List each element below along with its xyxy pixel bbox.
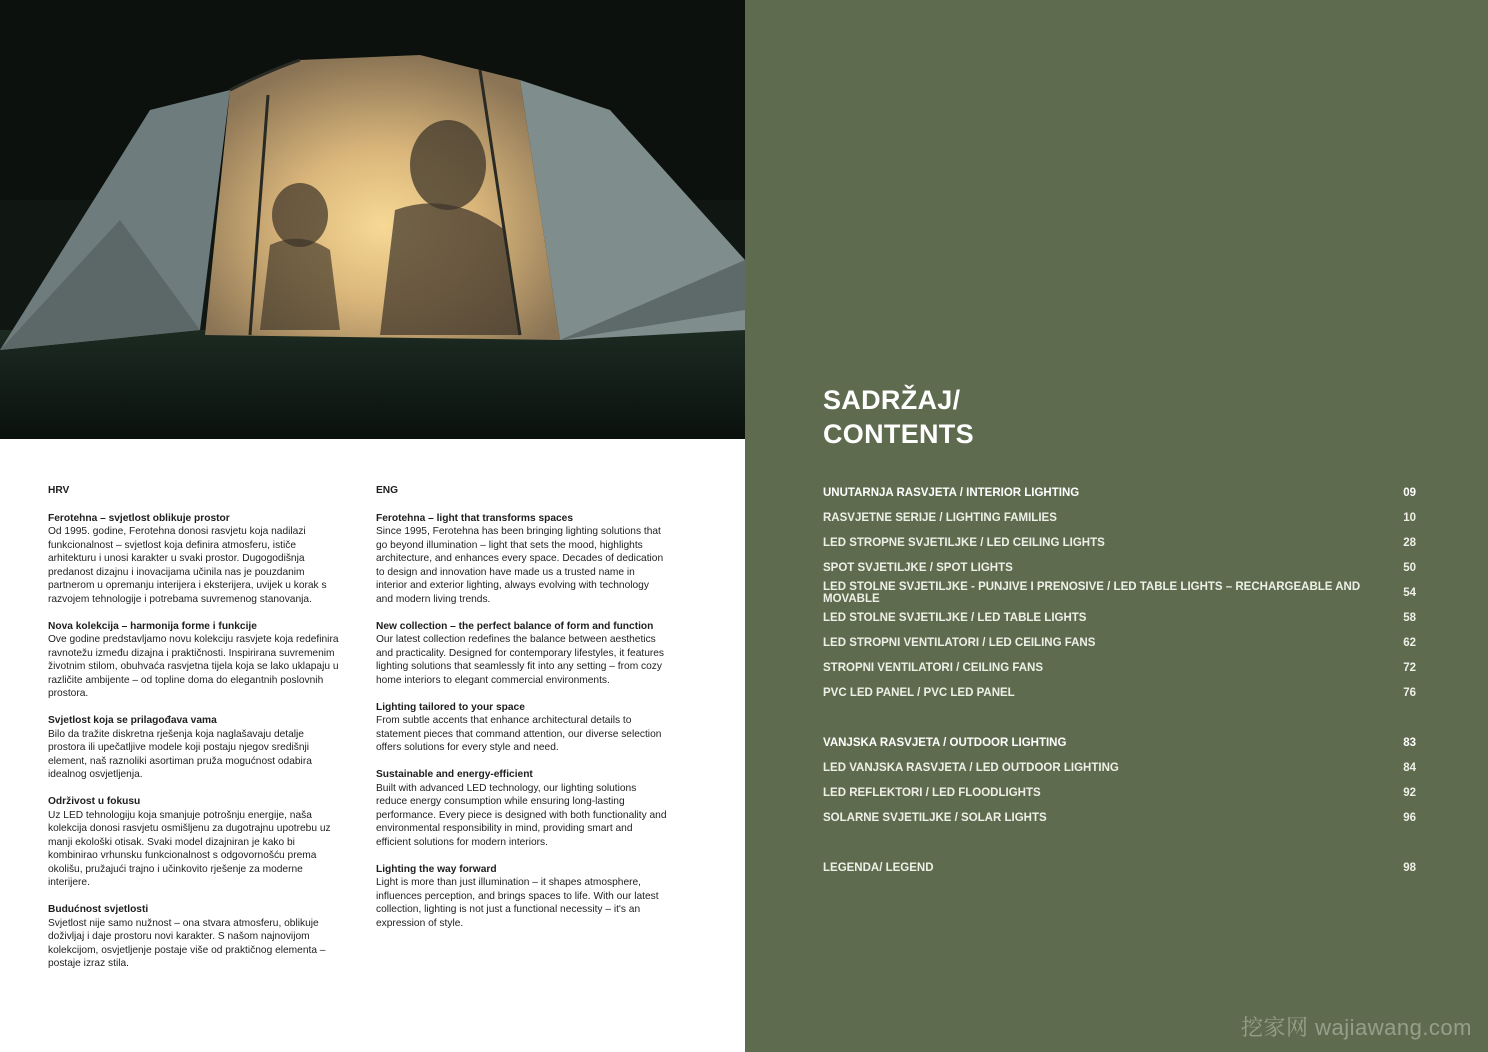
toc-label: LED STOLNE SVJETILJKE / LED TABLE LIGHTS bbox=[823, 611, 1087, 624]
hrv-section bbox=[48, 512, 340, 607]
croatian-column bbox=[48, 484, 340, 984]
eng-section bbox=[376, 512, 668, 607]
eng-section-body: Light is more than just illumination – it shapes atmosphere, influences perception, and brings spaces to life. With our latest collection, lighting is not just a functional necessity – it's an expression of style. bbox=[376, 877, 659, 929]
toc-page-number: 96 bbox=[1403, 811, 1416, 824]
toc-label: UNUTARNJA RASVJETA / INTERIOR LIGHTING bbox=[823, 486, 1080, 499]
toc-page-number: 09 bbox=[1403, 486, 1416, 499]
toc-label: LED REFLEKTORI / LED FLOODLIGHTS bbox=[823, 786, 1041, 799]
eng-section-body: Since 1995, Ferotehna has been bringing lighting solutions that go beyond illumination – light that sets the mood, highlights architecture, and enhances every space. Decades of dedication to design and innovation have made us a trusted name in interior and exterior lighting, always evolving with technology and modern living trends. bbox=[376, 526, 664, 605]
toc-label: RASVJETNE SERIJE / LIGHTING FAMILIES bbox=[823, 511, 1057, 524]
toc-label: LEGENDA/ LEGEND bbox=[823, 861, 934, 874]
toc-row-led-floodlights[interactable] bbox=[823, 780, 1416, 805]
toc-page-number: 83 bbox=[1403, 736, 1416, 749]
toc-label: LED STROPNI VENTILATORI / LED CEILING FANS bbox=[823, 636, 1096, 649]
language-label-eng: ENG bbox=[376, 485, 399, 496]
hrv-section-heading: Nova kolekcija – harmonija forme i funkcije bbox=[48, 620, 257, 632]
toc-row-spot-lights[interactable] bbox=[823, 555, 1416, 580]
language-label-hrv: HRV bbox=[48, 485, 70, 496]
hrv-section-body: Od 1995. godine, Ferotehna donosi rasvjetu koja nadilazi funkcionalnost – svjetlost koja definira atmosferu, ističe arhitekturu i unosi karakter u svaki prostor. Dugogodišnja predanost dizajnu i inovacijama učinila nas je pouzdanim partnerom u opremanju interijera i eksterijera, uvijek u korak s razvojem tehnologije i potrebama suvremenog stanovanja. bbox=[48, 526, 327, 605]
toc-page-number: 92 bbox=[1403, 786, 1416, 799]
toc-label: LED STOLNE SVJETILJKE - PUNJIVE I PRENOSIVE / LED TABLE LIGHTS – RECHARGEABLE AND MOVABLE bbox=[823, 580, 1361, 605]
toc-row-led-ceiling-fans[interactable] bbox=[823, 630, 1416, 655]
toc-row-led-ceiling-lights[interactable] bbox=[823, 530, 1416, 555]
eng-section-body: From subtle accents that enhance architectural details to statement pieces that command attention, our diverse selection offers solutions for every style and need. bbox=[376, 715, 662, 753]
toc-row-led-table-lights[interactable] bbox=[823, 605, 1416, 630]
eng-section-heading: Ferotehna – light that transforms spaces bbox=[376, 512, 574, 524]
toc-row-led-table-lights-rechargeable[interactable] bbox=[823, 580, 1416, 605]
toc-page-number: 28 bbox=[1403, 536, 1416, 549]
hrv-section-heading: Svjetlost koja se prilagođava vama bbox=[48, 715, 217, 726]
toc-row-interior-lighting[interactable] bbox=[823, 480, 1416, 505]
toc-label: STROPNI VENTILATORI / CEILING FANS bbox=[823, 661, 1044, 674]
hrv-section-heading: Ferotehna – svjetlost oblikuje prostor bbox=[48, 512, 230, 524]
eng-section bbox=[376, 620, 668, 688]
english-column bbox=[376, 484, 668, 944]
toc-page-number: 10 bbox=[1403, 511, 1416, 524]
hrv-section-body: Ove godine predstavljamo novu kolekciju rasvjete koja redefinira ravnotežu između dizajna i praktičnosti. Inspirirana suvremenim životnim stilom, obuhvaća rasvjetna tijela koja se lako uklapaju u različite ambijente – od topline doma do elegantnih poslovnih prostora. bbox=[48, 634, 339, 699]
toc-row-ceiling-fans[interactable] bbox=[823, 655, 1416, 680]
hrv-section-heading: Održivost u fokusu bbox=[48, 796, 141, 807]
toc-page-number: 98 bbox=[1403, 861, 1416, 874]
toc-label: SOLARNE SVJETILJKE / SOLAR LIGHTS bbox=[823, 811, 1047, 824]
tent-photo bbox=[0, 0, 745, 439]
toc-row-outdoor-lighting[interactable] bbox=[823, 730, 1416, 755]
toc-page-number: 58 bbox=[1403, 611, 1416, 624]
hrv-section-body: Svjetlost nije samo nužnost – ona stvara atmosferu, oblikuje doživljaj i daje prostoru novi karakter. S našom najnovijom kolekcijom, osvjetljenje postaje više od praktičnog elementa – postaje izraz stila. bbox=[48, 917, 326, 969]
eng-section-heading: New collection – the perfect balance of form and function bbox=[376, 620, 654, 632]
toc-row-lighting-families[interactable] bbox=[823, 505, 1416, 530]
eng-section bbox=[376, 701, 668, 755]
eng-section-heading: Lighting the way forward bbox=[376, 863, 497, 875]
toc-label: SPOT SVJETILJKE / SPOT LIGHTS bbox=[823, 561, 1013, 574]
toc-row-led-outdoor-lighting[interactable] bbox=[823, 755, 1416, 780]
toc-label: VANJSKA RASVJETA / OUTDOOR LIGHTING bbox=[823, 736, 1067, 749]
hrv-section bbox=[48, 714, 340, 782]
toc-label: LED STROPNE SVJETILJKE / LED CEILING LIGHTS bbox=[823, 536, 1105, 549]
hrv-section bbox=[48, 903, 340, 971]
contents-title-line1: SADRŽAJ/ bbox=[823, 385, 961, 415]
toc-label: LED VANJSKA RASVJETA / LED OUTDOOR LIGHTING bbox=[823, 761, 1119, 774]
hrv-section-body: Bilo da tražite diskretna rješenja koja naglašavaju detalje prostora ili upečatljive modele koji postaju njegov središnji element, naš raznoliki asortiman pruža mogućnost odabira idealnog osvjetljenja. bbox=[48, 728, 312, 780]
toc-page-number: 72 bbox=[1403, 661, 1416, 674]
eng-section-body: Our latest collection redefines the balance between aesthetics and practicality. Designed for contemporary lifestyles, it features lighting solutions that seamlessly fit into any setting – from cozy home interiors to elegant commercial environments. bbox=[376, 634, 665, 686]
eng-section-heading: Lighting tailored to your space bbox=[376, 701, 525, 713]
contents-title bbox=[823, 383, 974, 451]
toc-page-number: 76 bbox=[1403, 686, 1416, 699]
toc-page-number: 54 bbox=[1403, 586, 1416, 599]
toc-page-number: 84 bbox=[1403, 761, 1416, 774]
hrv-section bbox=[48, 795, 340, 890]
toc-label: PVC LED PANEL / PVC LED PANEL bbox=[823, 686, 1015, 699]
hrv-section-heading: Budućnost svjetlosti bbox=[48, 904, 149, 915]
eng-section bbox=[376, 863, 668, 931]
toc-page-number: 50 bbox=[1403, 561, 1416, 574]
toc-row-pvc-led-panel[interactable] bbox=[823, 680, 1416, 705]
watermark: 挖家网 wajiawang.com bbox=[1240, 1015, 1472, 1040]
toc-row-legend[interactable] bbox=[823, 855, 1416, 880]
contents-page bbox=[745, 0, 1488, 1052]
hrv-section bbox=[48, 620, 340, 701]
toc-row-solar-lights[interactable] bbox=[823, 805, 1416, 830]
toc-page-number: 62 bbox=[1403, 636, 1416, 649]
contents-title-line2: CONTENTS bbox=[823, 419, 974, 449]
eng-section-heading: Sustainable and energy-efficient bbox=[376, 769, 533, 780]
eng-section bbox=[376, 768, 668, 849]
tent-illustration bbox=[0, 0, 745, 439]
hrv-section-body: Uz LED tehnologiju koja smanjuje potrošnju energije, naša kolekcija donosi rasvjetu osmišljenu za dugotrajnu upotrebu uz manji ekološki otisak. Svaki model dizajniran je kako bi kombinirao vrhunsku funkcionalnost s odgovornošću prema okolišu, pružajući trajno i učinkovito rješenje za moderne interijere. bbox=[48, 809, 331, 888]
eng-section-body: Built with advanced LED technology, our lighting solutions reduce energy consumption while ensuring long-lasting performance. Every piece is designed with both functionality and environmental responsibility in mind, providing smart and efficient solutions for modern interiors. bbox=[376, 782, 667, 848]
